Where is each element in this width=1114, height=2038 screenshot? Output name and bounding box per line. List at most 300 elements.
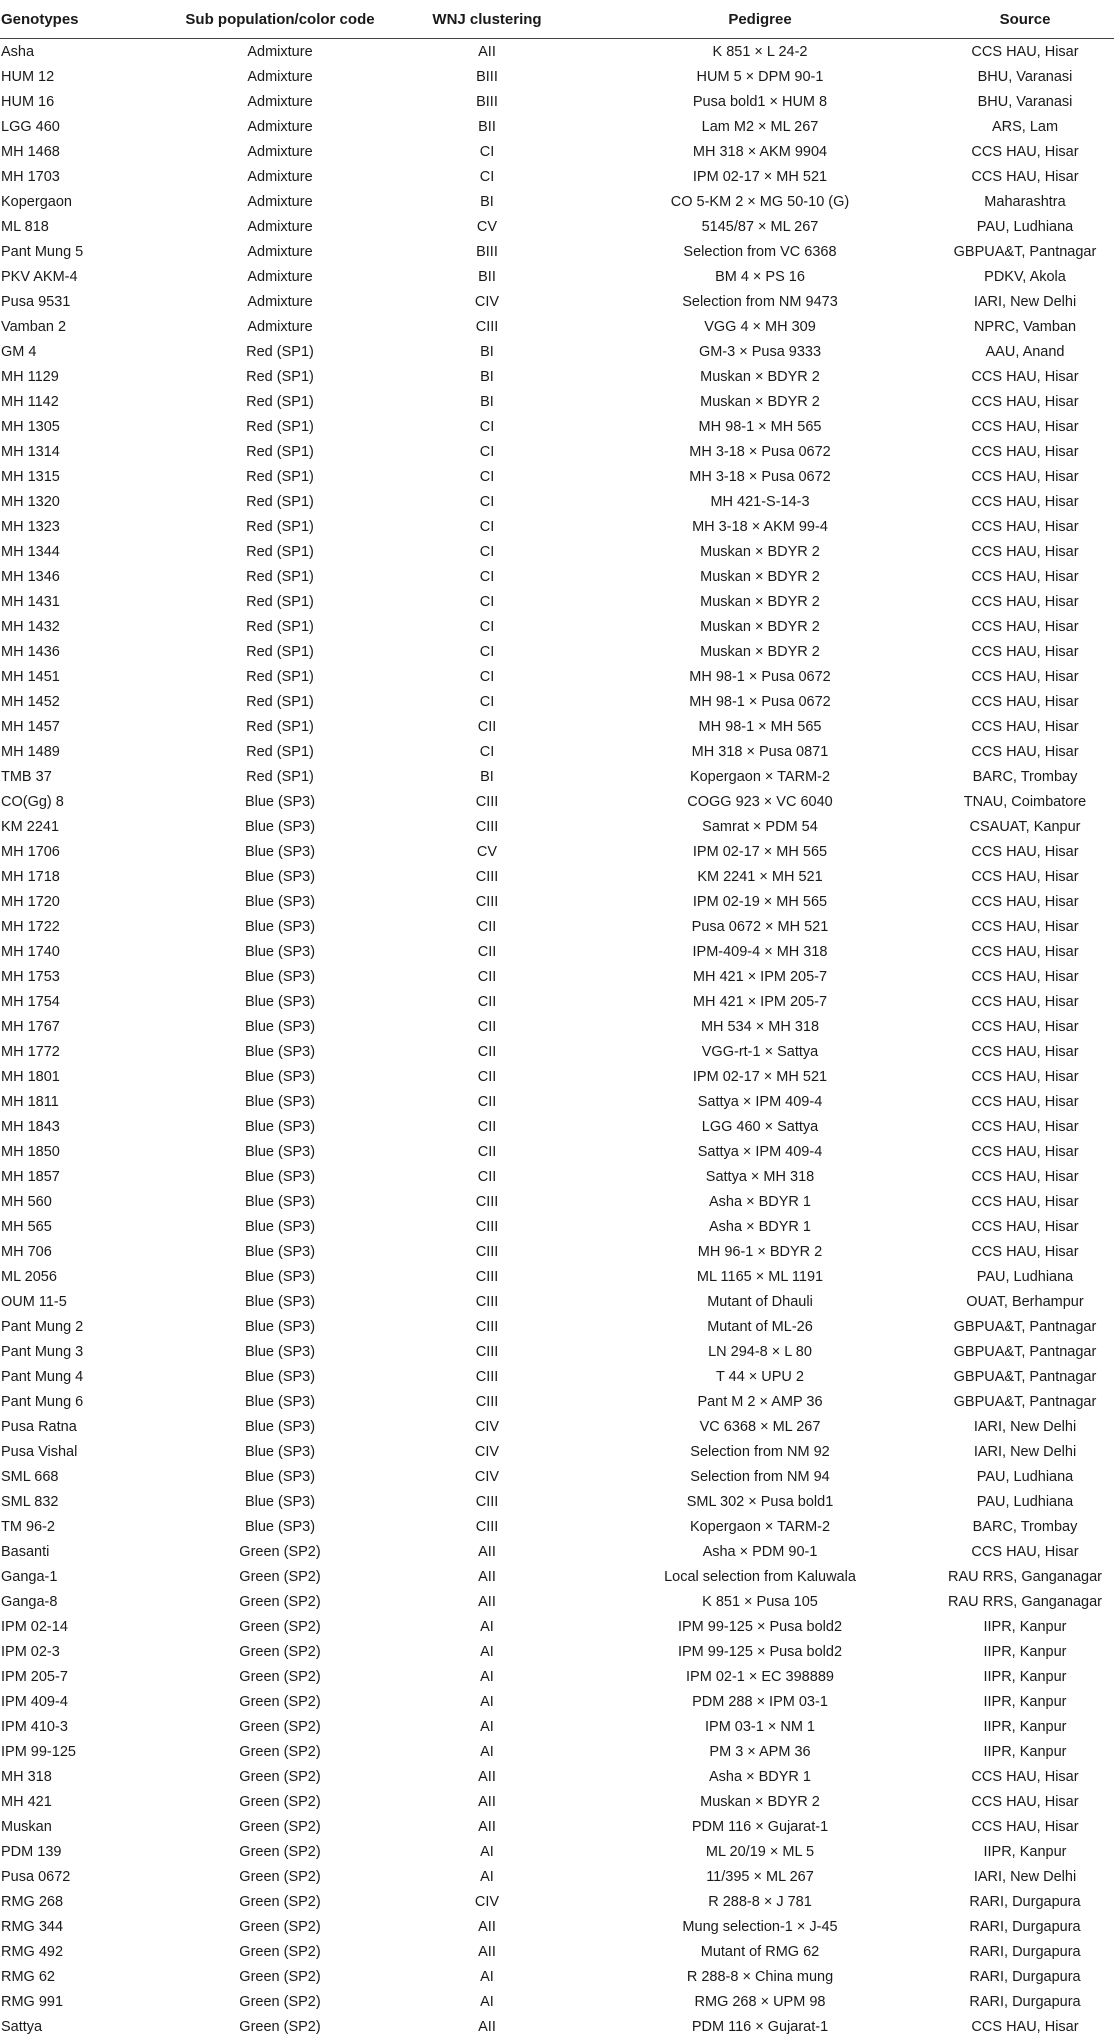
source-cell: CCS HAU, Hisar [971,1218,1079,1235]
wnj-cluster-cell: CI [479,743,495,760]
table-row [0,189,1114,214]
table-row [0,489,1114,514]
pedigree-cell: Mung selection-1 × J-45 [682,1918,838,1935]
wnj-cluster-cell: CII [477,718,497,735]
source-cell: IARI, New Delhi [973,293,1077,310]
subpopulation-cell: Blue (SP3) [244,1293,316,1310]
genotype-cell: PDM 139 [1,1843,62,1860]
subpopulation-cell: Red (SP1) [246,593,314,610]
genotype-cell: MH 1431 [1,593,60,610]
table-row [0,1014,1114,1039]
genotype-cell: HUM 16 [1,93,55,110]
genotype-cell: IPM 410-3 [1,1718,68,1735]
subpopulation-cell: Green (SP2) [239,1743,321,1760]
wnj-cluster-cell: BIII [476,68,498,85]
genotype-cell: Kopergaon [1,193,72,210]
source-cell: CCS HAU, Hisar [971,843,1079,860]
wnj-cluster-cell: CI [479,443,495,460]
subpopulation-cell: Green (SP2) [239,1893,321,1910]
header-row [0,0,1114,39]
wnj-cluster-cell: CI [479,593,495,610]
table-row [0,389,1114,414]
genotype-cell: MH 1843 [1,1118,60,1135]
source-cell: RARI, Durgapura [969,1943,1081,1960]
pedigree-cell: Pusa bold1 × HUM 8 [692,93,828,110]
wnj-cluster-cell: AII [478,1918,496,1935]
table-row [0,39,1114,65]
wnj-cluster-cell: CIV [474,1893,500,1910]
pedigree-cell: 11/395 × ML 267 [706,1868,814,1885]
subpopulation-cell: Blue (SP3) [244,1393,316,1410]
table-row [0,1464,1114,1489]
genotype-cell: MH 1754 [1,993,60,1010]
genotype-cell: MH 565 [1,1218,52,1235]
source-cell: RARI, Durgapura [969,1968,1081,1985]
genotype-cell: MH 1718 [1,868,60,885]
genotype-cell: MH 1129 [1,368,59,385]
genotype-cell: Pusa 0672 [1,1868,71,1885]
source-cell: CCS HAU, Hisar [971,918,1079,935]
genotype-cell: MH 1703 [1,168,60,185]
table-row [0,1639,1114,1664]
subpopulation-cell: Green (SP2) [239,1643,321,1660]
pedigree-cell: Muskan × BDYR 2 [700,1793,820,1810]
table-row [0,1589,1114,1614]
source-cell: CCS HAU, Hisar [935,2014,1114,2038]
source-cell: IIPR, Kanpur [983,1743,1067,1760]
genotype-cell: MH 1489 [1,743,60,760]
subpopulation-cell: Red (SP1) [246,693,314,710]
wnj-cluster-cell: AII [478,1793,496,1810]
header-wnj-clustering: WNJ clustering [389,0,585,39]
wnj-cluster-cell: AI [480,1993,494,2010]
subpopulation-cell: Blue (SP3) [244,993,316,1010]
wnj-cluster-cell: BII [478,118,496,135]
table-row [0,589,1114,614]
genotype-cell: Pusa Vishal [1,1443,78,1460]
source-cell: CCS HAU, Hisar [971,1018,1079,1035]
source-cell: BARC, Trombay [972,768,1078,785]
wnj-cluster-cell: CIV [474,1418,500,1435]
pedigree-cell: MH 534 × MH 318 [700,1018,820,1035]
table-row [0,1564,1114,1589]
source-cell: CCS HAU, Hisar [971,1793,1079,1810]
table-row [0,514,1114,539]
subpopulation-cell: Green (SP2) [239,1768,321,1785]
table-row [0,1864,1114,1889]
subpopulation-cell: Green (SP2) [239,1918,321,1935]
pedigree-cell: MH 421 × IPM 205-7 [692,968,828,985]
source-cell: CCS HAU, Hisar [971,393,1079,410]
subpopulation-cell: Blue (SP3) [244,843,316,860]
table-row [0,314,1114,339]
genotype-cell: RMG 268 [1,1893,64,1910]
table-row [0,464,1114,489]
wnj-cluster-cell: AII [478,1818,496,1835]
genotype-cell: Ganga-1 [1,1568,58,1585]
wnj-cluster-cell: AII [478,1768,496,1785]
source-cell: IIPR, Kanpur [983,1718,1067,1735]
wnj-cluster-cell: BI [480,343,494,360]
source-cell: RARI, Durgapura [969,1993,1081,2010]
wnj-cluster-cell: CV [476,218,498,235]
genotype-cell: MH 1850 [1,1143,60,1160]
genotype-cell: ML 2056 [1,1268,57,1285]
genotype-cell: MH 1720 [1,893,60,910]
genotype-cell: CO(Gg) 8 [1,793,64,810]
table-row [0,664,1114,689]
genotype-cell: MH 1432 [1,618,60,635]
source-cell: PAU, Ludhiana [976,218,1074,235]
genotype-cell: RMG 492 [1,1943,64,1960]
wnj-cluster-cell: CIII [475,1193,499,1210]
source-cell: IARI, New Delhi [973,1418,1077,1435]
genotype-cell: Pant Mung 3 [1,1343,84,1360]
wnj-cluster-cell: CII [477,1168,497,1185]
pedigree-cell: IPM 02-19 × MH 565 [692,893,828,910]
subpopulation-cell: Blue (SP3) [244,1493,316,1510]
pedigree-cell: GM-3 × Pusa 9333 [698,343,822,360]
table-row [0,1939,1114,1964]
header-source: Source [935,0,1114,39]
source-cell: CCS HAU, Hisar [971,1118,1079,1135]
wnj-cluster-cell: CIII [475,1393,499,1410]
pedigree-cell: Kopergaon × TARM-2 [689,1518,831,1535]
wnj-cluster-cell: AI [480,1668,494,1685]
subpopulation-cell: Green (SP2) [239,1718,321,1735]
genotype-cell: SML 832 [1,1493,59,1510]
wnj-cluster-cell: CI [479,543,495,560]
subpopulation-cell: Admixture [247,218,313,235]
wnj-cluster-cell: CIII [475,893,499,910]
source-cell: ARS, Lam [991,118,1059,135]
pedigree-cell: PDM 116 × Gujarat-1 [585,2014,935,2038]
table-row [0,1789,1114,1814]
wnj-cluster-cell: CII [477,968,497,985]
wnj-cluster-cell: AII [389,2014,585,2038]
pedigree-cell: Pant M 2 × AMP 36 [697,1393,823,1410]
table-row [0,1889,1114,1914]
genotype-cell: MH 1767 [1,1018,60,1035]
table-row [0,1114,1114,1139]
subpopulation-cell: Red (SP1) [246,518,314,535]
subpopulation-cell: Green (SP2) [171,2014,389,2038]
wnj-cluster-cell: CI [479,668,495,685]
wnj-cluster-cell: BII [478,268,496,285]
subpopulation-cell: Blue (SP3) [244,1368,316,1385]
wnj-cluster-cell: AI [480,1868,494,1885]
pedigree-cell: Samrat × PDM 54 [702,818,818,835]
wnj-cluster-cell: AI [480,1618,494,1635]
pedigree-cell: 5145/87 × ML 267 [701,218,819,235]
source-cell: CCS HAU, Hisar [971,1168,1079,1185]
pedigree-cell: VC 6368 × ML 267 [699,1418,821,1435]
subpopulation-cell: Green (SP2) [239,1868,321,1885]
table-row [0,1089,1114,1114]
wnj-cluster-cell: CII [477,993,497,1010]
genotype-cell: Pusa Ratna [1,1418,77,1435]
source-cell: OUAT, Berhampur [966,1293,1084,1310]
pedigree-cell: IPM 02-17 × MH 521 [692,168,828,185]
subpopulation-cell: Red (SP1) [246,443,314,460]
genotype-cell: HUM 12 [1,68,55,85]
pedigree-cell: Mutant of RMG 62 [700,1943,820,1960]
wnj-cluster-cell: CIII [475,1243,499,1260]
pedigree-cell: Selection from NM 92 [690,1443,830,1460]
source-cell: Maharashtra [984,193,1066,210]
wnj-cluster-cell: AI [480,1968,494,1985]
pedigree-cell: K 851 × L 24-2 [712,43,808,60]
table-row [0,89,1114,114]
subpopulation-cell: Admixture [247,118,313,135]
source-cell: CCS HAU, Hisar [971,443,1079,460]
wnj-cluster-cell: CI [479,168,495,185]
genotype-cell: PKV AKM-4 [1,268,78,285]
pedigree-cell: CO 5-KM 2 × MG 50-10 (G) [670,193,850,210]
table-row [0,364,1114,389]
wnj-cluster-cell: BI [480,368,494,385]
wnj-cluster-cell: CIII [475,868,499,885]
table-row [0,1139,1114,1164]
table-row [0,1364,1114,1389]
table-row [0,1614,1114,1639]
source-cell: CCS HAU, Hisar [971,743,1079,760]
subpopulation-cell: Green (SP2) [239,1843,321,1860]
genotype-cell: MH 1468 [1,143,60,160]
subpopulation-cell: Blue (SP3) [244,1018,316,1035]
genotype-cell: Asha [1,43,35,60]
pedigree-cell: VGG 4 × MH 309 [704,318,816,335]
table-row [0,1814,1114,1839]
wnj-cluster-cell: AI [480,1718,494,1735]
source-cell: PAU, Ludhiana [976,1493,1074,1510]
table-row [0,714,1114,739]
table-row [0,1714,1114,1739]
table-row [0,564,1114,589]
table-row [0,1414,1114,1439]
genotype-cell: KM 2241 [1,818,60,835]
genotype-cell: MH 1772 [1,1043,60,1060]
table-row [0,139,1114,164]
pedigree-cell: Kopergaon × TARM-2 [689,768,831,785]
subpopulation-cell: Admixture [247,318,313,335]
genotype-cell: IPM 409-4 [1,1693,68,1710]
genotype-cell: MH 1346 [1,568,60,585]
genotype-cell: MH 421 [1,1793,52,1810]
wnj-cluster-cell: CIII [475,1368,499,1385]
pedigree-cell: PM 3 × APM 36 [709,1743,811,1760]
table-row [0,839,1114,864]
table-row [0,689,1114,714]
header-subpopulation: Sub population/color code [171,0,389,39]
pedigree-cell: IPM 02-17 × MH 521 [692,1068,828,1085]
pedigree-cell: Selection from NM 9473 [682,293,838,310]
source-cell: CCS HAU, Hisar [971,593,1079,610]
genotype-cell: MH 1315 [1,468,60,485]
subpopulation-cell: Red (SP1) [246,768,314,785]
subpopulation-cell: Blue (SP3) [244,1468,316,1485]
genotype-cell: SML 668 [1,1468,59,1485]
table-row [0,1539,1114,1564]
table-row [0,914,1114,939]
pedigree-cell: Muskan × BDYR 2 [700,393,820,410]
source-cell: TNAU, Coimbatore [963,793,1087,810]
table-row [0,114,1114,139]
subpopulation-cell: Green (SP2) [239,1993,321,2010]
genotype-cell: MH 560 [1,1193,52,1210]
wnj-cluster-cell: CII [477,1118,497,1135]
subpopulation-cell: Red (SP1) [246,418,314,435]
pedigree-cell: Selection from VC 6368 [683,243,837,260]
subpopulation-cell: Red (SP1) [246,618,314,635]
genotype-cell: MH 1320 [1,493,60,510]
source-cell: RARI, Durgapura [969,1918,1081,1935]
wnj-cluster-cell: AI [480,1693,494,1710]
source-cell: IIPR, Kanpur [983,1668,1067,1685]
subpopulation-cell: Blue (SP3) [244,1518,316,1535]
genotype-cell: RMG 62 [1,1968,55,1985]
wnj-cluster-cell: CIV [474,1443,500,1460]
subpopulation-cell: Blue (SP3) [244,868,316,885]
subpopulation-cell: Green (SP2) [239,1543,321,1560]
source-cell: CCS HAU, Hisar [971,968,1079,985]
subpopulation-cell: Blue (SP3) [244,1268,316,1285]
source-cell: CCS HAU, Hisar [971,468,1079,485]
table-row [0,1689,1114,1714]
source-cell: CCS HAU, Hisar [971,893,1079,910]
genotype-cell: MH 1142 [1,393,59,410]
pedigree-cell: Asha × BDYR 1 [709,1193,811,1210]
pedigree-cell: LGG 460 × Sattya [701,1118,819,1135]
source-cell: CCS HAU, Hisar [971,43,1079,60]
source-cell: CCS HAU, Hisar [971,518,1079,535]
wnj-cluster-cell: BI [480,768,494,785]
source-cell: PAU, Ludhiana [976,1268,1074,1285]
source-cell: CCS HAU, Hisar [971,693,1079,710]
genotype-cell: IPM 99-125 [1,1743,76,1760]
table-row [0,1339,1114,1364]
pedigree-cell: MH 98-1 × MH 565 [698,418,822,435]
source-cell: CCS HAU, Hisar [971,1543,1079,1560]
pedigree-cell: Muskan × BDYR 2 [700,643,820,660]
wnj-cluster-cell: CII [477,1093,497,1110]
genotype-cell: GM 4 [1,343,37,360]
subpopulation-cell: Admixture [247,168,313,185]
table-row [0,1289,1114,1314]
table-row [0,939,1114,964]
pedigree-cell: Sattya × IPM 409-4 [697,1093,823,1110]
subpopulation-cell: Green (SP2) [239,1668,321,1685]
pedigree-cell: Muskan × BDYR 2 [700,543,820,560]
wnj-cluster-cell: CIII [475,1293,499,1310]
subpopulation-cell: Admixture [247,43,313,60]
genotype-cell: Sattya [0,2014,171,2038]
pedigree-cell: IPM 02-17 × MH 565 [692,843,828,860]
table-row [0,1239,1114,1264]
table-row [0,1264,1114,1289]
subpopulation-cell: Blue (SP3) [244,1118,316,1135]
wnj-cluster-cell: CI [479,418,495,435]
table-row [0,264,1114,289]
subpopulation-cell: Red (SP1) [246,368,314,385]
wnj-cluster-cell: CIV [474,1468,500,1485]
pedigree-cell: K 851 × Pusa 105 [702,1593,818,1610]
table-row [0,1439,1114,1464]
wnj-cluster-cell: AII [478,1543,496,1560]
subpopulation-cell: Blue (SP3) [244,1318,316,1335]
source-cell: CCS HAU, Hisar [971,718,1079,735]
wnj-cluster-cell: CII [477,1068,497,1085]
source-cell: CCS HAU, Hisar [971,618,1079,635]
pedigree-cell: MH 98-1 × Pusa 0672 [689,668,831,685]
pedigree-cell: BM 4 × PS 16 [715,268,805,285]
pedigree-cell: MH 3-18 × Pusa 0672 [689,468,831,485]
wnj-cluster-cell: CII [477,918,497,935]
wnj-cluster-cell: BIII [476,93,498,110]
table-row [0,1489,1114,1514]
subpopulation-cell: Admixture [247,243,313,260]
pedigree-cell: IPM 02-1 × EC 398889 [686,1668,834,1685]
table-row [0,1764,1114,1789]
pedigree-cell: MH 318 × Pusa 0871 [691,743,829,760]
genotype-cell: IPM 02-3 [1,1643,60,1660]
wnj-cluster-cell: CIII [475,1218,499,1235]
pedigree-cell: COGG 923 × VC 6040 [687,793,833,810]
source-cell: CCS HAU, Hisar [971,993,1079,1010]
table-row [0,2014,1114,2038]
wnj-cluster-cell: BI [480,393,494,410]
source-cell: CCS HAU, Hisar [971,643,1079,660]
subpopulation-cell: Green (SP2) [239,1943,321,1960]
source-cell: GBPUA&T, Pantnagar [953,1343,1097,1360]
table-row [0,889,1114,914]
genotype-cell: Pusa 9531 [1,293,71,310]
genotype-cell: MH 1344 [1,543,60,560]
pedigree-cell: RMG 268 × UPM 98 [694,1993,826,2010]
subpopulation-cell: Admixture [247,193,313,210]
subpopulation-cell: Blue (SP3) [244,968,316,985]
wnj-cluster-cell: CIII [475,1518,499,1535]
source-cell: CCS HAU, Hisar [971,1243,1079,1260]
table-row [0,864,1114,889]
wnj-cluster-cell: AI [480,1843,494,1860]
pedigree-cell: R 288-8 × China mung [686,1968,834,1985]
pedigree-cell: MH 98-1 × MH 565 [698,718,822,735]
source-cell: CCS HAU, Hisar [971,568,1079,585]
pedigree-cell: IPM-409-4 × MH 318 [692,943,828,960]
subpopulation-cell: Green (SP2) [239,1568,321,1585]
genotype-cell: MH 318 [1,1768,52,1785]
source-cell: NPRC, Vamban [973,318,1077,335]
pedigree-cell: Selection from NM 94 [690,1468,830,1485]
subpopulation-cell: Blue (SP3) [244,1218,316,1235]
pedigree-cell: MH 3-18 × AKM 99-4 [692,518,828,535]
pedigree-cell: Asha × PDM 90-1 [702,1543,818,1560]
table-row [0,239,1114,264]
wnj-cluster-cell: AII [478,1593,496,1610]
subpopulation-cell: Admixture [247,93,313,110]
table-row [0,214,1114,239]
genotype-cell: MH 1801 [1,1068,60,1085]
source-cell: CCS HAU, Hisar [971,1193,1079,1210]
genotype-cell: Pant Mung 2 [1,1318,84,1335]
wnj-cluster-cell: CII [477,1043,497,1060]
pedigree-cell: Muskan × BDYR 2 [700,568,820,585]
table-row [0,1039,1114,1064]
subpopulation-cell: Red (SP1) [246,643,314,660]
pedigree-cell: Asha × BDYR 1 [709,1768,811,1785]
subpopulation-cell: Green (SP2) [239,1693,321,1710]
